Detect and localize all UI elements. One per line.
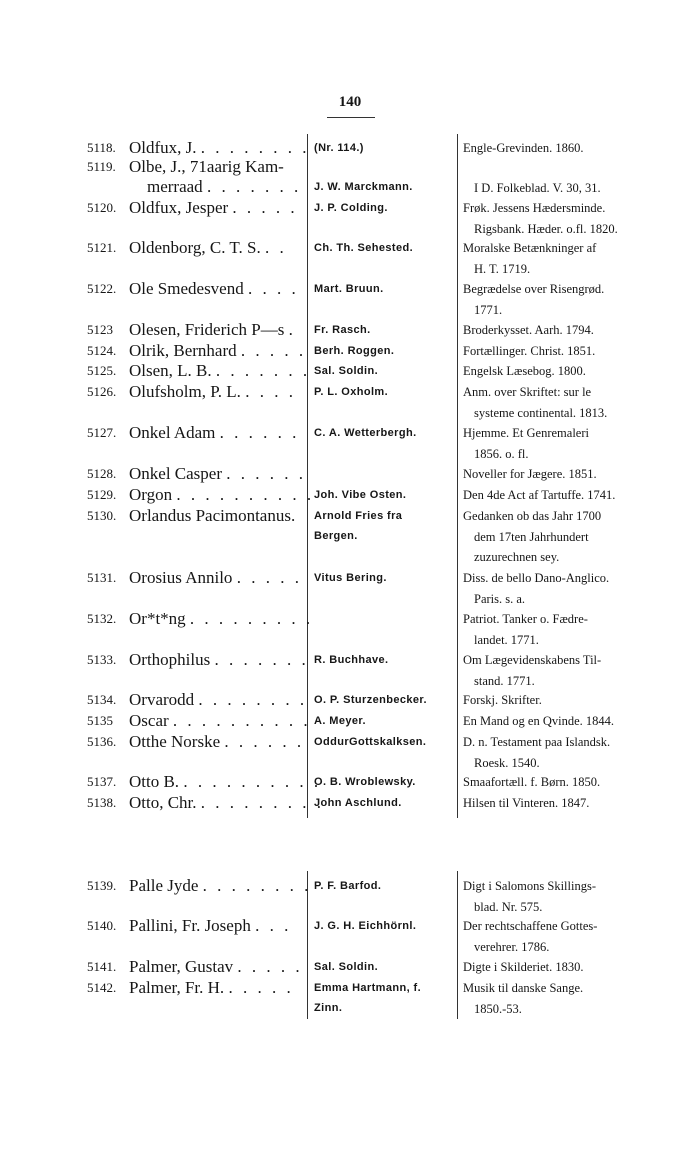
column-divider-right [457,134,458,818]
entry-author [314,876,456,896]
author-line: R. Buchhave. [314,654,389,666]
title-line: dem 17ten Jahrhundert [474,529,589,544]
title-line: zuzurechnen sey. [474,550,560,564]
leader-dots: . . . . . . . . [202,876,312,895]
title-line: landet. 1771. [474,632,539,647]
title-line: Hjemme. Et Genremaleri [463,426,589,440]
pseudonym-line [129,568,307,588]
title-line: Begrædelse over Risengrød. [463,282,605,296]
entry-pseudonym [129,876,312,896]
title-line: 1771. [474,302,503,317]
author-line: Joh. Vibe Osten. [314,489,407,501]
entry-number: 5136. [87,734,117,749]
entry-author [314,341,456,361]
leader-dots: . . . . . [232,198,298,217]
pseudonym-text: Orvarodd [129,690,195,709]
entry-title [463,793,633,814]
entry-author [314,320,456,340]
entry-pseudonym [129,916,307,936]
pseudonym-text: Olesen, Friderich P—s . [129,320,293,339]
title-line: Patriot. Tanker o. Fædre- [463,612,588,626]
title-line: Gedanken ob das Jahr 1700 [463,509,602,523]
author-line [314,464,456,484]
entry-title [463,157,633,198]
entry-pseudonym [129,978,307,998]
author-line: John Aschlund. [314,797,402,809]
pseudonym-text: Orthophilus [129,650,211,669]
entry-number: 5129. [87,487,117,502]
pseudonym-line [129,238,307,258]
entry-author [314,382,456,402]
title-line: Broderkysset. Aarh. 1794. [463,323,594,337]
entry-number: 5118. [87,140,116,155]
author-line: Ch. Th. Sehested. [314,242,414,254]
entry-author [314,690,456,710]
author-line: P. F. Barfod. [314,880,382,892]
entry-author [314,361,456,381]
title-line: Diss. de bello Dano-Anglico. [463,571,610,585]
entry-number: 5127. [87,425,117,440]
pseudonym-text: Otto B. [129,772,180,791]
author-line: J. P. Colding. [314,202,388,214]
entry-title [463,238,633,279]
leader-dots: . . . . . [240,341,307,360]
pseudonym-line [129,793,325,813]
entry-number: 5131. [87,570,117,585]
entry-author [314,279,456,299]
entry-title [463,957,633,978]
entry-pseudonym [129,382,307,402]
leader-dots: . . . . . . . . . . [176,485,315,504]
entry-number: 5130. [87,508,117,523]
leader-dots: . . . . . [237,957,303,976]
pseudonym-text: Olsen, L. B. [129,361,212,380]
author-line: (Nr. 114.) [314,142,364,154]
title-line: Moralske Betænkninger af [463,241,597,255]
entry-title [463,732,633,773]
pseudonym-text: Palle Jyde [129,876,199,895]
pseudonym-line [129,609,314,629]
entry-author [314,506,456,546]
title-line: D. n. Testament paa Islandsk. [463,735,611,749]
title-line: Digt i Salomons Skillings- [463,879,597,893]
title-line: Smaafortæll. f. Børn. 1850. [463,775,601,789]
entry-pseudonym [129,464,307,484]
title-line: Der rechtschaffene Gottes- [463,919,598,933]
leader-dots: . . . [255,916,292,935]
title-line: 1850.-53. [474,1001,522,1016]
author-line: O. P. Sturzenbecker. [314,694,427,706]
pseudonym-line [129,506,307,526]
entry-pseudonym [129,238,307,258]
entry-pseudonym [129,793,325,813]
entry-number: 5128. [87,466,117,481]
title-line: Engelsk Læsebog. 1800. [463,364,586,378]
entry-number: 5139. [87,878,117,893]
pseudonym-text: Oldfux, J. [129,138,197,157]
author-line: P. L. Oxholm. [314,386,389,398]
entry-number: 5141. [87,959,117,974]
entry-number: 5140. [87,918,117,933]
entry-number: 5126. [87,384,117,399]
pseudonym-text: merraad [147,177,203,196]
entry-pseudonym [129,506,307,526]
entry-number: 5132. [87,611,117,626]
entry-title [463,485,633,506]
author-line: J. G. H. Eichhörnl. [314,920,417,932]
entry-pseudonym [129,690,307,710]
entry-number: 5134. [87,692,117,707]
pseudonym-text: Or*t*ng [129,609,186,628]
pseudonym-line [129,772,322,792]
entry-title [463,876,633,917]
pseudonym-text: Ole Smedesvend [129,279,244,298]
entry-pseudonym [129,279,307,299]
author-line: A. Meyer. [314,715,366,727]
leader-dots: . . . . . . . . . [200,793,325,812]
entry-author [314,423,456,443]
entry-title [463,711,633,732]
title-line: En Mand og en Qvinde. 1844. [463,714,615,728]
leader-dots: . . . . [247,279,299,298]
title-line: H. T. 1719. [474,261,531,276]
author-line: Fr. Rasch. [314,324,371,336]
author-line: C. A. Wetterbergh. [314,427,417,439]
pseudonym-text: Palmer, Fr. H. [129,978,225,997]
entry-number: 5138. [87,795,117,810]
entry-pseudonym [129,485,315,505]
entry-author [314,916,456,936]
entry-author [314,732,456,752]
entry-pseudonym [129,732,307,752]
entry-number: 5135 [87,713,113,728]
entry-pseudonym [129,711,311,731]
entry-number: 5122. [87,281,117,296]
pseudonym-line [129,423,307,443]
entry-author [314,978,456,1018]
pseudonym-text: Otthe Norske [129,732,221,751]
title-line: Fortællinger. Christ. 1851. [463,344,596,358]
entry-author [314,485,456,505]
title-line: Om Lægevidenskabens Til- [463,653,602,667]
leader-dots: . . . . . . . . . . [172,711,311,730]
pseudonym-text: Oldfux, Jesper [129,198,229,217]
pseudonym-text: Pallini, Fr. Joseph [129,916,251,935]
leader-dots: . . . . . . . . . . [183,772,322,791]
entry-title [463,423,633,464]
leader-dots: . . . . . . [224,732,305,751]
entry-author [314,609,456,629]
entry-title [463,341,633,362]
entry-author [314,464,456,484]
pseudonym-line [129,876,312,896]
pseudonym-text: Palmer, Gustav [129,957,234,976]
pseudonym-line [129,485,315,505]
title-line: 1856. o. fl. [474,446,529,461]
title-line: Roesk. 1540. [474,755,540,770]
pseudonym-line [129,382,307,402]
entry-pseudonym [129,957,307,977]
entry-pseudonym [129,772,322,792]
entry-author [314,711,456,731]
pseudonym-text: Olrik, Bernhard [129,341,237,360]
pseudonym-line [129,711,311,731]
entry-author [314,238,456,258]
author-line: O. B. Wroblewsky. [314,776,416,788]
author-line: Berh. Roggen. [314,345,395,357]
entry-title [463,568,633,609]
title-line: Anm. over Skriftet: sur le [463,385,592,399]
entry-number: 5119. [87,159,116,174]
entry-title [463,279,633,320]
title-line: Forskj. Skrifter. [463,693,542,707]
column-divider-right [457,871,458,1019]
entry-pseudonym [129,157,307,197]
entry-pseudonym [129,568,307,588]
entry-pseudonym [129,198,307,218]
pseudonym-text: Olbe, J., 71aarig Kam- [129,157,284,176]
author-line: J. W. Marckmann. [314,181,413,193]
entry-pseudonym [129,361,311,381]
leader-dots: . . . . . . . . [200,138,310,157]
title-line: Paris. s. a. [474,591,526,606]
pseudonym-text: Otto, Chr. [129,793,197,812]
title-line: Frøk. Jessens Hædersminde. [463,201,606,215]
pseudonym-line [129,732,307,752]
entry-number: 5137. [87,774,117,789]
leader-dots: . . . . . . . . . [189,609,314,628]
entry-number: 5124. [87,343,117,358]
title-line: verehrer. 1786. [474,939,550,954]
pseudonym-line [129,690,307,710]
author-line: Sal. Soldin. [314,365,379,377]
entry-title [463,198,633,239]
entry-title [463,320,633,341]
leader-dots: . . . . . . . [215,361,311,380]
pseudonym-line [129,464,307,484]
entry-number: 5133. [87,652,117,667]
entry-title [463,138,633,159]
pseudonym-line [129,198,307,218]
entry-title [463,464,633,485]
entry-author [314,198,456,218]
entry-pseudonym [129,423,307,443]
entry-title [463,978,633,1019]
pseudonym-text: Olufsholm, P. L. [129,382,241,401]
title-line: Digte i Skilderiet. 1830. [463,960,584,974]
author-line [314,609,456,629]
pseudonym-line [129,978,307,998]
author-line: Arnold Fries fra [314,510,403,522]
author-line [314,157,456,177]
author-line: OddurGottskalksen. [314,736,427,748]
title-line: Den 4de Act af Tartuffe. 1741. [463,488,616,502]
entry-number: 5121. [87,240,117,255]
leader-dots: . . . . . . [219,423,300,442]
author-line: Zinn. [314,1002,343,1014]
leader-dots: . . [265,238,287,257]
entry-title [463,361,633,382]
pseudonym-line [129,177,307,197]
entry-title [463,772,633,793]
leader-dots: . . . . . . [226,464,307,483]
pseudonym-text: Onkel Casper [129,464,223,483]
leader-dots: . . . . . [228,978,294,997]
entry-title [463,916,633,957]
entry-author [314,793,456,813]
title-line: I D. Folkeblad. V. 30, 31. [474,180,601,195]
leader-dots: . . . . . . . [206,177,302,196]
author-line: Vitus Bering. [314,572,387,584]
entry-author [314,957,456,977]
pseudonym-line [129,341,307,361]
page-number: 140 [338,94,362,110]
entry-number: 5125. [87,363,117,378]
pseudonym-line [129,361,311,381]
page-number-rule [327,117,375,118]
entry-pseudonym [129,320,307,340]
pseudonym-line [129,138,310,158]
title-line: Engle-Grevinden. 1860. [463,141,584,155]
entry-title [463,650,633,691]
entry-author [314,650,456,670]
pseudonym-line [129,957,307,977]
pseudonym-line [129,157,307,177]
title-line: Musik til danske Sange. [463,981,584,995]
entry-number: 5142. [87,980,117,995]
entry-number: 5120. [87,200,117,215]
leader-dots: . . . . . . . [214,650,309,669]
pseudonym-text: Onkel Adam [129,423,216,442]
title-line: stand. 1771. [474,673,535,688]
entry-title [463,609,633,650]
entry-pseudonym [129,341,307,361]
title-line: systeme continental. 1813. [474,405,608,420]
pseudonym-text: Orgon [129,485,173,504]
title-line: Hilsen til Vinteren. 1847. [463,796,590,810]
entry-pseudonym [129,650,307,670]
entry-pseudonym [129,138,310,158]
author-line: Mart. Bruun. [314,283,384,295]
leader-dots: . . . . . [236,568,302,587]
pseudonym-text: Orosius Annilo [129,568,233,587]
entry-author [314,138,456,158]
entry-title [463,506,633,568]
pseudonym-text: Orlandus Pacimontanus. [129,506,296,525]
leader-dots: . . . . . . . . [198,690,308,709]
title-line [463,157,633,178]
title-line: Noveller for Jægere. 1851. [463,467,597,481]
title-line: Rigsbank. Hæder. o.fl. 1820. [474,221,618,236]
author-line: Emma Hartmann, f. [314,982,422,994]
title-line: blad. Nr. 575. [474,899,543,914]
entry-author [314,772,456,792]
pseudonym-line [129,650,307,670]
pseudonym-line [129,916,307,936]
pseudonym-line [129,279,307,299]
leader-dots: . . . . [245,382,296,401]
pseudonym-text: Oldenborg, C. T. S. [129,238,261,257]
pseudonym-line [129,320,307,340]
entry-title [463,690,633,711]
entry-author [314,568,456,588]
entry-author [314,157,456,197]
author-line: Sal. Soldin. [314,961,379,973]
author-line: Bergen. [314,530,358,542]
entry-number: 5123 [87,322,113,337]
pseudonym-text: Oscar [129,711,169,730]
entry-pseudonym [129,609,314,629]
entry-title [463,382,633,423]
